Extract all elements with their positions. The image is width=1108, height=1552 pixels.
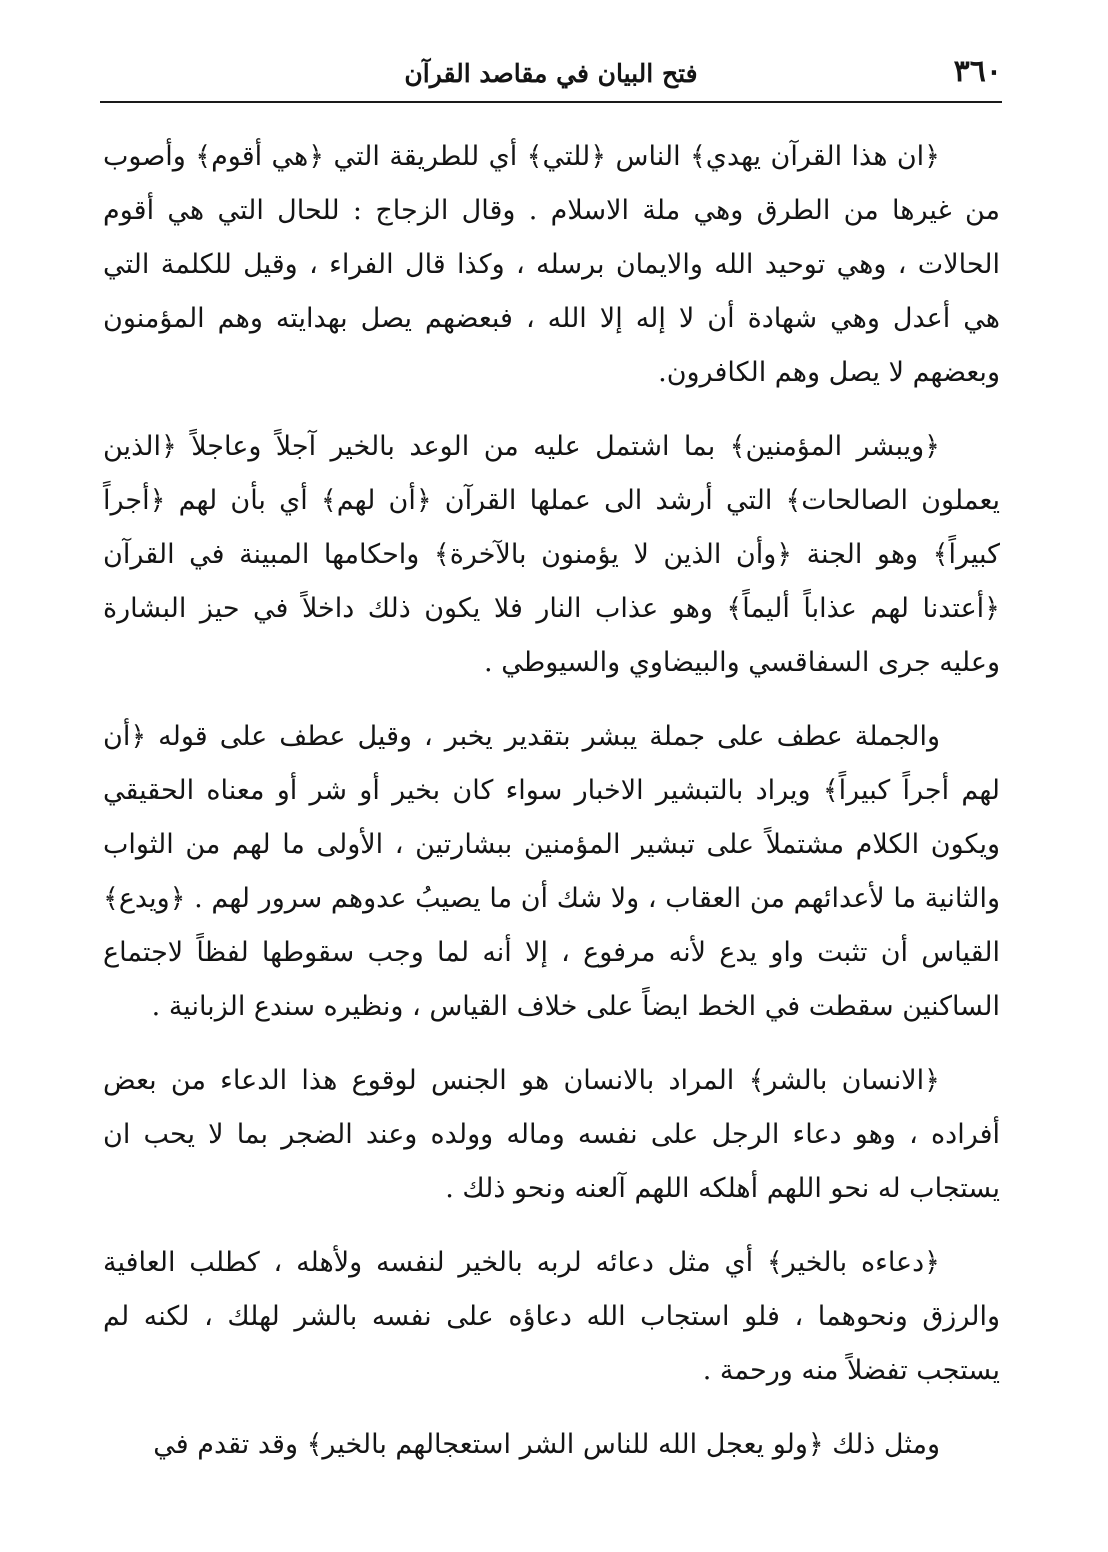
paragraph-5: ﴿دعاءه بالخير﴾ أي مثل دعائه لربه بالخير لنفسه ولأهله ، كطلب العافية والرزق ونحوهما ، فلو استجاب الله دعاؤه على نفسه بالشر لهلك ، لكنه لم يستجب تفضلاً منه ورحمة .: [103, 1247, 1000, 1386]
header-rule: [100, 101, 1002, 103]
page-header: [100, 52, 1002, 98]
page-number: ٣٦٠: [953, 54, 1002, 89]
paragraph-4: ﴿الانسان بالشر﴾ المراد بالانسان هو الجنس لوقوع هذا الدعاء من بعض أفراده ، وهو دعاء الرجل على نفسه وماله وولده وعند الضجر بما لا يحب ان يستجاب له نحو اللهم أهلكه اللهم آلعنه ونحو ذلك .: [103, 1065, 1000, 1204]
paragraph-1: ﴿ان هذا القرآن يهدي﴾ الناس ﴿للتي﴾ أي للطريقة التي ﴿هي أقوم﴾ وأصوب من غيرها من الطرق وهي ملة الاسلام . وقال الزجاج : للحال التي هي أقوم الحالات ، وهي توحيد الله والايمان برسله ، وكذا قال الفراء ، وقيل للكلمة التي هي أعدل وهي شهادة أن لا إله إلا الله ، فبعضهم يصل بهدايته وهم المؤمنون وبعضهم لا يصل وهم الكافرون.: [103, 141, 1000, 388]
paragraph-2: ﴿ويبشر المؤمنين﴾ بما اشتمل عليه من الوعد بالخير آجلاً وعاجلاً ﴿الذين يعملون الصالحات﴾ التي أرشد الى عملها القرآن ﴿أن لهم﴾ أي بأن لهم ﴿أجراً كبيراً﴾ وهو الجنة ﴿وأن الذين لا يؤمنون بالآخرة﴾ واحكامها المبينة في القرآن ﴿أعتدنا لهم عذاباً أليماً﴾ وهو عذاب النار فلا يكون ذلك داخلاً في حيز البشارة وعليه جرى السفاقسي والبيضاوي والسيوطي .: [103, 431, 1000, 678]
paragraph-6: ومثل ذلك ﴿ولو يعجل الله للناس الشر استعجالهم بالخير﴾ وقد تقدم في: [153, 1429, 940, 1460]
running-title: فتح البيان في مقاصد القرآن: [404, 59, 698, 88]
body-text: [103, 130, 1000, 1492]
paragraph-3: والجملة عطف على جملة يبشر بتقدير يخبر ، وقيل عطف على قوله ﴿أن لهم أجراً كبيراً﴾ ويراد بالتبشير الاخبار سواء كان بخير أو شر أو معناه الحقيقي ويكون الكلام مشتملاً على تبشير المؤمنين ببشارتين ، الأولى ما لهم من الثواب والثانية ما لأعدائهم من العقاب ، ولا شك أن ما يصيبُ عدوهم سرور لهم . ﴿ويدع﴾ القياس أن تثبت واو يدع لأنه مرفوع ، إلا أنه لما وجب سقوطها لفظاً لاجتماع الساكنين سقطت في الخط ايضاً على خلاف القياس ، ونظيره سندع الزبانية .: [103, 721, 1000, 1022]
